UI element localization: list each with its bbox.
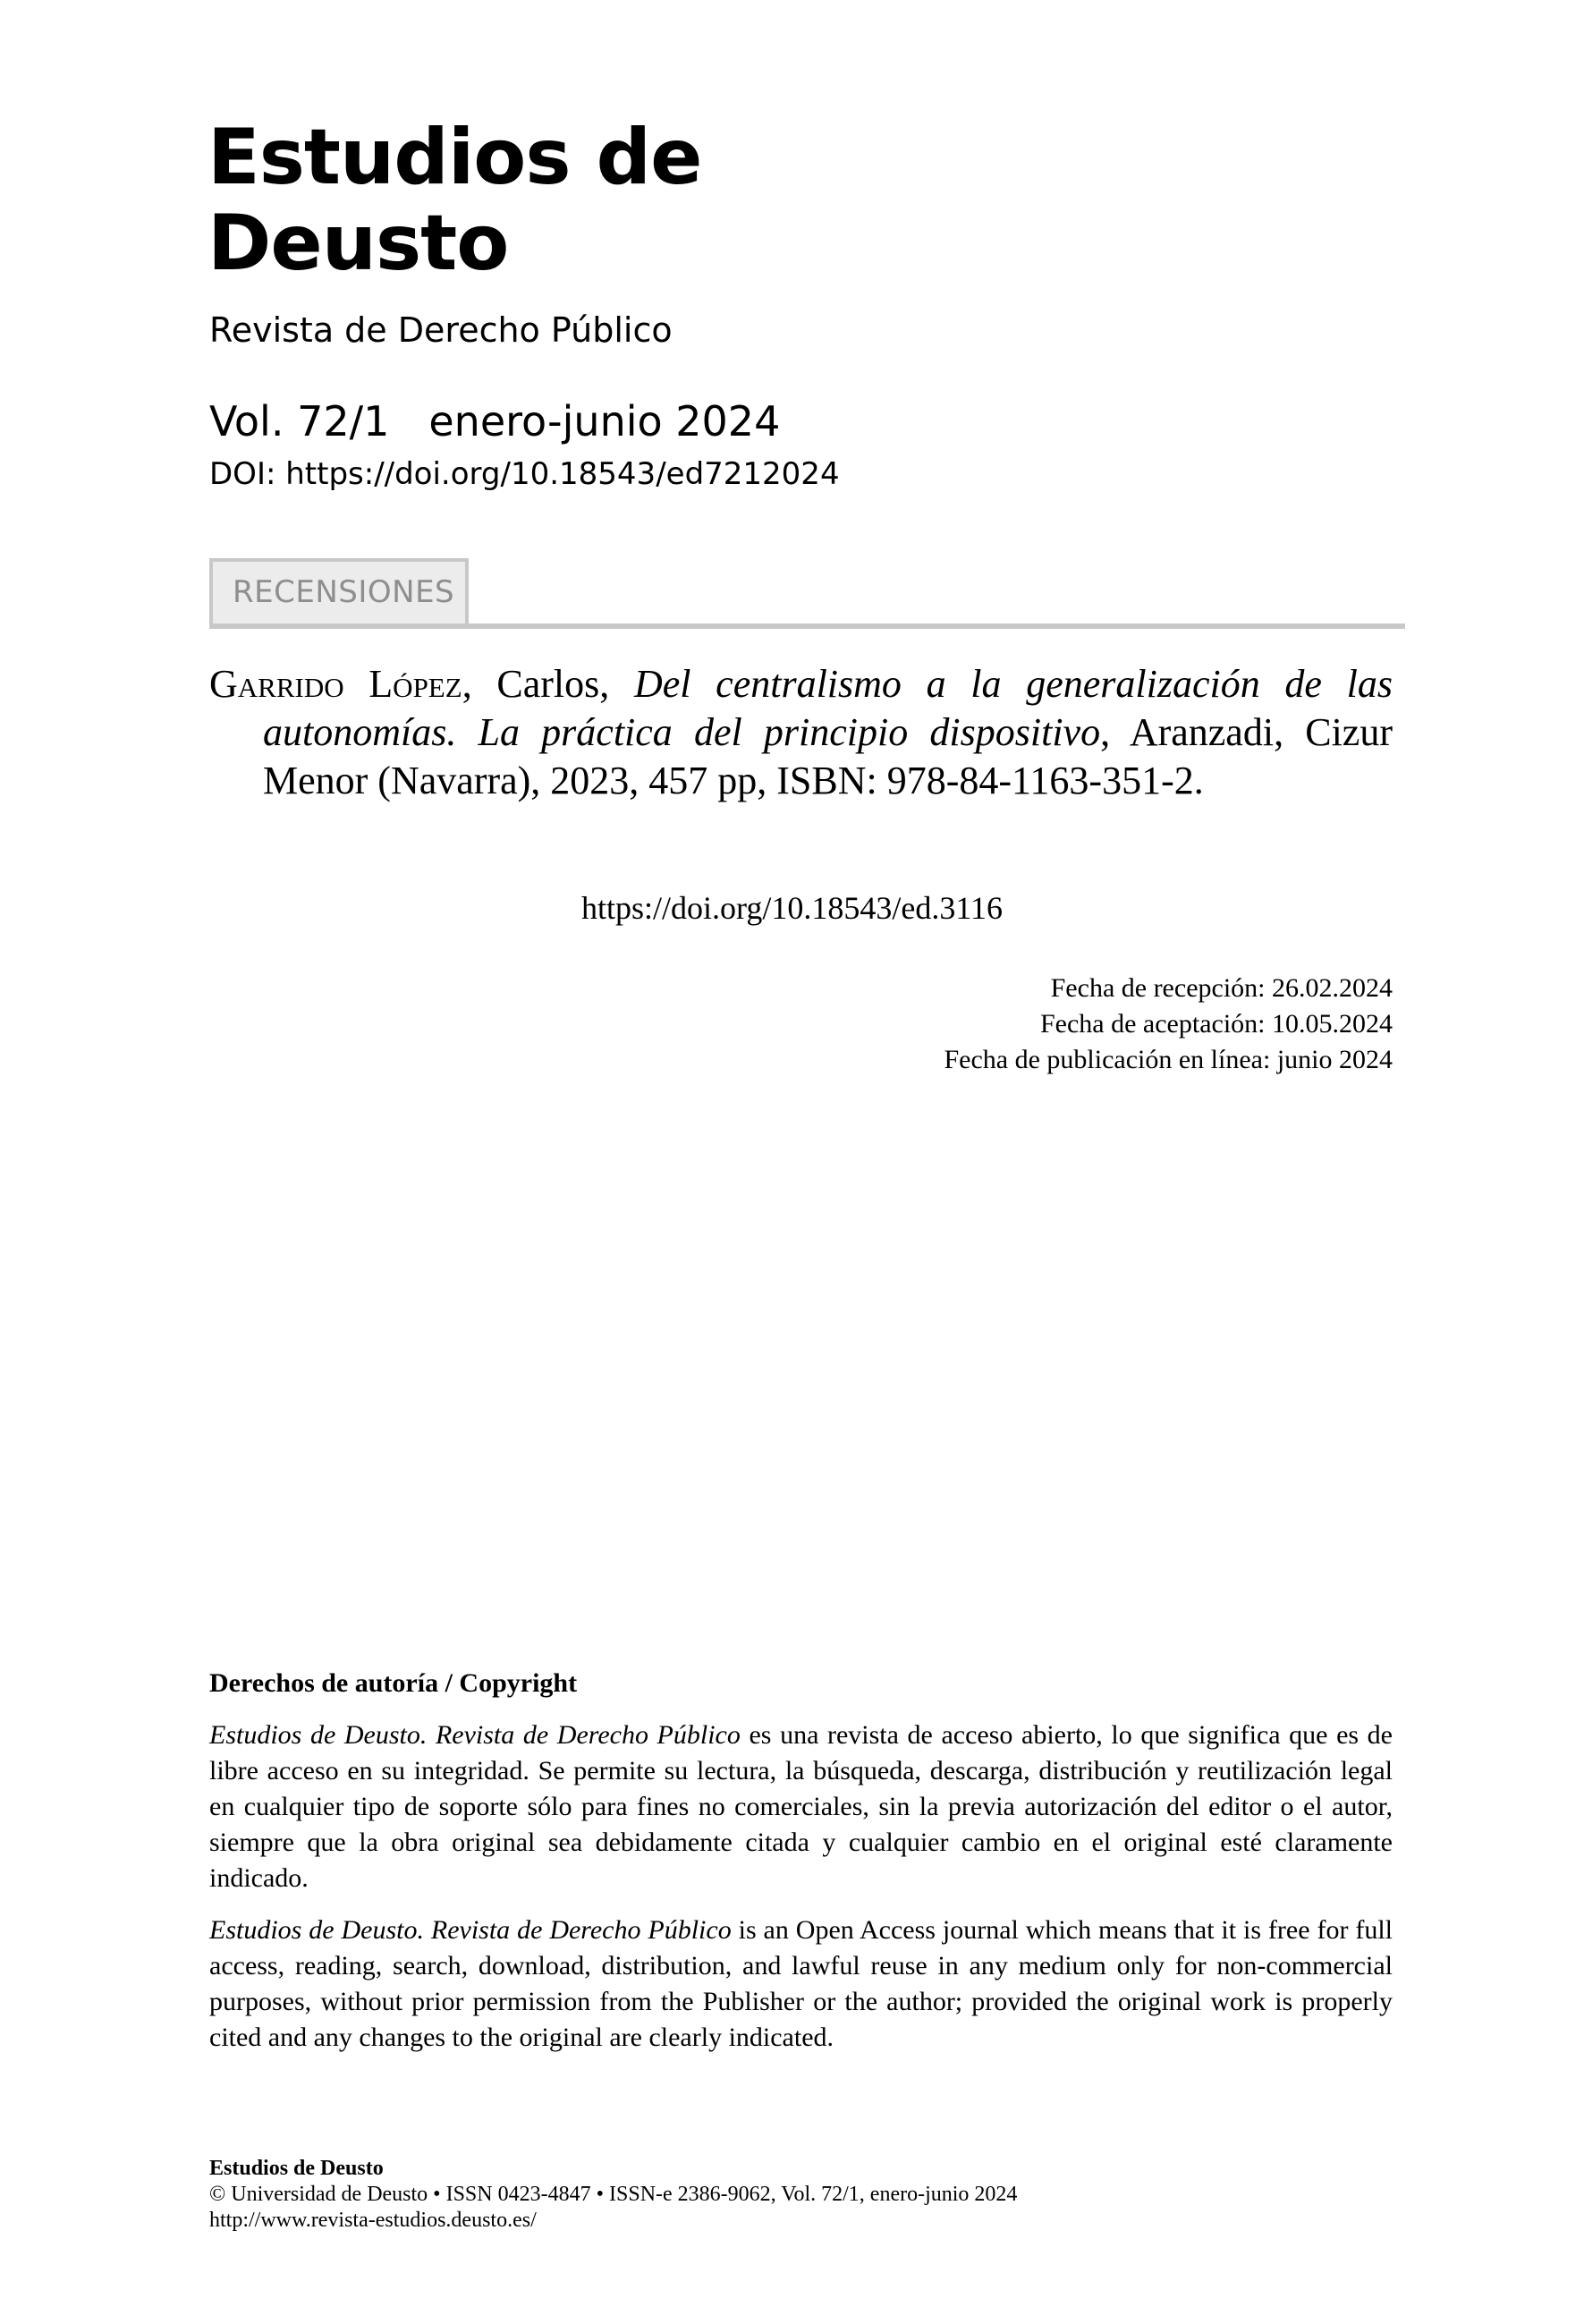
date-accepted: Fecha de aceptación: 10.05.2024 <box>1039 1009 1393 1039</box>
copyright-spanish-text: es una revista de acceso abierto, lo que significa que es de libre acceso en su integridad. Se permite su lectura, la búsqueda, descarga, distribución y reutilización legal en cualquier tipo de soporte sólo para fines no comerciales, sin la previa autorización del editor o el autor, siempre que la obra original sea debidamente citada y cualquier cambio en el original esté claramente indicado. <box>209 1720 1393 1893</box>
book-title: Del centralismo a la generalización de las autonomías. La práctica del principio dispositivo <box>263 662 1393 754</box>
section-divider <box>209 623 1405 629</box>
date-received: Fecha de recepción: 26.02.2024 <box>1050 973 1393 1003</box>
journal-title-line1: Estudios de <box>208 113 702 202</box>
journal-doi[interactable]: DOI: https://doi.org/10.18543/ed7212024 <box>209 456 840 492</box>
volume-line <box>209 396 780 446</box>
journal-name-italic: Estudios de Deusto. Revista de Derecho Público <box>209 1720 741 1750</box>
publication-details: , Aranzadi, Cizur Menor (Navarra), 2023, 457 pp, ISBN: 978-84-1163-351-2. <box>263 710 1393 802</box>
copyright-english-paragraph <box>209 1913 1393 2056</box>
page-footer <box>209 2156 1017 2234</box>
author-given-name: , Carlos, <box>462 662 634 706</box>
volume-number: Vol. 72/1 <box>209 397 390 445</box>
review-citation <box>209 660 1393 805</box>
copyright-english-text: is an Open Access journal which means that it is free for full access, reading, search, download, distribution, and lawful reuse in any medium only for non-commercial purposes, without prior permission from the Publisher or the author; provided the original work is properly cited and any changes to the original are clearly indicated. <box>209 1915 1393 2052</box>
journal-subtitle: Revista de Derecho Público <box>209 310 673 350</box>
article-dates <box>944 971 1393 1078</box>
footer-url[interactable]: http://www.revista-estudios.deusto.es/ <box>209 2209 537 2232</box>
journal-name-italic: Estudios de Deusto. Revista de Derecho Público <box>209 1915 732 1945</box>
section-label: RECENSIONES <box>233 574 455 610</box>
date-published-online: Fecha de publicación en línea: junio 2024 <box>944 1045 1393 1074</box>
copyright-heading: Derechos de autoría / Copyright <box>209 1668 578 1698</box>
issue-period: enero-junio 2024 <box>428 397 781 445</box>
section-tab <box>209 558 469 627</box>
article-doi-link[interactable]: https://doi.org/10.18543/ed.3116 <box>580 890 1003 926</box>
author-surname: Garrido López <box>209 662 462 706</box>
copyright-section <box>209 1666 1393 2072</box>
footer-publisher-line: © Universidad de Deusto • ISSN 0423-4847 • ISSN-e 2386-9062, Vol. 72/1, enero-junio 2024 <box>209 2183 1018 2206</box>
copyright-spanish-paragraph <box>209 1718 1393 1896</box>
footer-journal-title: Estudios de Deusto <box>209 2157 384 2180</box>
journal-title <box>208 115 701 286</box>
journal-title-line2: Deusto <box>208 199 509 288</box>
